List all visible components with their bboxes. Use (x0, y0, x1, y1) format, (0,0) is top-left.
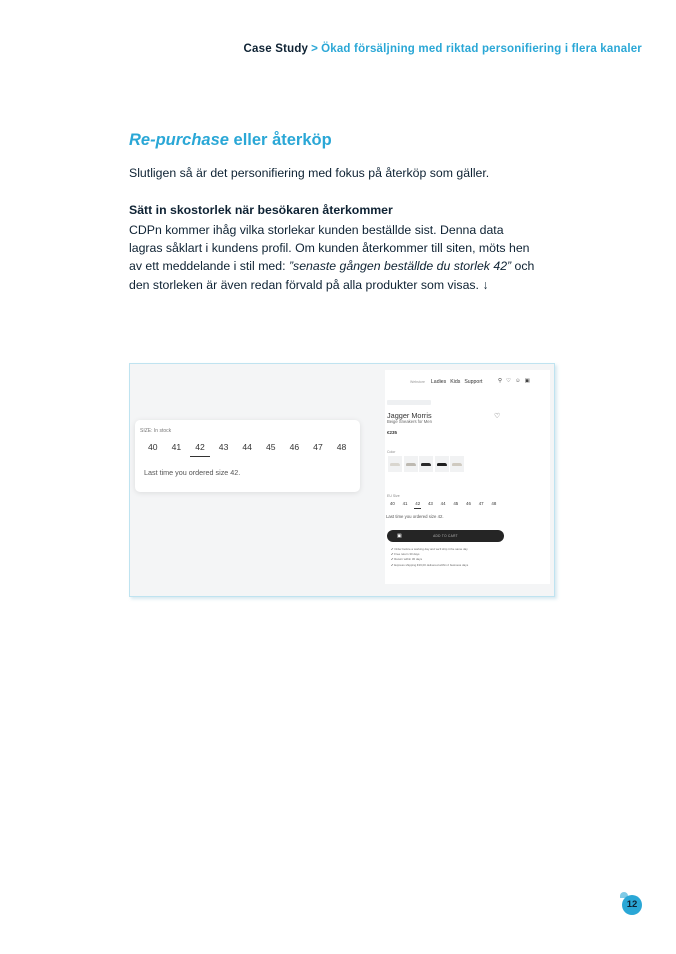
body-line: den storleken är även redan förvald på alla produkter som visas. ↓ (129, 277, 489, 292)
product-size-option[interactable]: 40 (389, 501, 395, 506)
product-size-option[interactable]: 42 (411, 501, 424, 506)
product-price: €235 (387, 430, 398, 435)
size-option[interactable]: 40 (148, 442, 158, 452)
product-size-option[interactable]: 46 (466, 501, 471, 506)
quote-text: ”senaste gången beställde du storlek 42” (288, 259, 512, 274)
subsection-heading: Sätt in skostorlek när besökaren återkommer (129, 203, 393, 217)
product-subtitle: Beige Sneakers for Men (387, 419, 432, 424)
product-size-options (386, 501, 500, 506)
header-topic: Ökad försäljning med riktad personifiering i flera kanaler (321, 43, 642, 55)
nav-item-kids[interactable]: Kids (450, 379, 461, 385)
product-size-option[interactable]: 41 (402, 501, 408, 506)
body-line: CDPn kommer ihåg vilka storlekar kunden beställde sist. Denna data (129, 223, 504, 237)
color-label: Color (387, 450, 396, 454)
running-header (244, 43, 642, 55)
last-order-message: Last time you ordered size 42. (144, 468, 241, 477)
size-label: EU Size (387, 494, 400, 498)
size-option[interactable]: 46 (289, 442, 300, 452)
cart-bag-icon: ▣ (397, 533, 403, 539)
size-option[interactable]: 44 (242, 442, 252, 452)
product-page-preview (385, 370, 550, 584)
bag-icon[interactable]: ▣ (524, 378, 530, 384)
product-features (391, 547, 468, 568)
size-option[interactable]: 45 (265, 442, 276, 452)
size-option[interactable]: 48 (336, 442, 347, 452)
wishlist-heart-icon[interactable]: ♡ (494, 413, 501, 420)
feature-item: ✔ Free return 30 days (391, 552, 468, 557)
product-nav (410, 379, 482, 385)
section-title-italic: Re-purchase (129, 131, 229, 149)
nav-item-support[interactable]: Support (464, 379, 483, 385)
feature-item: ✔ Express shipping €16,00 delivered within 2 business days (391, 563, 468, 568)
shoe-image (437, 463, 447, 466)
section-title-rest: eller återköp (228, 131, 332, 149)
feature-item: ✔ Return within 30 days (391, 557, 468, 562)
color-thumbnail[interactable] (450, 456, 464, 472)
header-case-study: Case Study (243, 43, 309, 55)
product-size-option[interactable]: 48 (491, 501, 497, 506)
size-option[interactable]: 47 (313, 442, 323, 452)
size-card-options (141, 442, 353, 452)
body-line: lagras såklart i kundens profil. Om kunden återkommer till siten, möts hen (129, 241, 530, 256)
shoe-image (421, 463, 431, 466)
color-thumbnails (388, 456, 464, 472)
product-size-option[interactable]: 43 (427, 501, 433, 506)
search-icon[interactable]: ⚲ (498, 378, 503, 384)
body-line (129, 257, 559, 275)
add-to-cart-button[interactable] (387, 530, 504, 542)
size-option[interactable]: 42 (188, 442, 212, 452)
shoe-image (406, 463, 416, 466)
section-title (129, 131, 332, 150)
heart-icon[interactable]: ♡ (506, 378, 511, 384)
product-screenshot-figure (129, 363, 555, 597)
nav-brand: Webstore (410, 380, 425, 384)
intro-paragraph: Slutligen så är det personifiering med fokus på återköp som gäller. (129, 166, 490, 180)
feature-item: ✔ Order before a working day and we'll ship it the same day (391, 547, 468, 552)
shoe-image (452, 463, 462, 466)
product-last-order-message: Last time you ordered size 42. (386, 514, 444, 519)
nav-icons (498, 378, 530, 384)
color-thumbnail[interactable] (435, 456, 449, 472)
header-separator: > (311, 43, 319, 55)
color-thumbnail[interactable] (388, 456, 402, 472)
size-selector-card (135, 420, 360, 492)
user-icon[interactable]: ☺ (514, 378, 521, 384)
nav-item-ladies[interactable]: Ladies (430, 379, 447, 385)
color-thumbnail[interactable] (404, 456, 418, 472)
size-card-label: SIZE: In stock (140, 428, 172, 434)
size-option[interactable]: 43 (218, 442, 229, 452)
product-size-option[interactable]: 45 (453, 501, 459, 506)
product-size-option[interactable]: 47 (478, 501, 484, 506)
shoe-image (390, 463, 400, 466)
add-to-cart-label: ADD TO CART (433, 534, 458, 538)
product-name: Jagger Morris (387, 411, 432, 420)
color-thumbnail[interactable] (419, 456, 433, 472)
size-option[interactable]: 41 (171, 442, 182, 452)
body-text: och (511, 259, 535, 274)
body-text: av ett meddelande i stil med: (129, 259, 289, 274)
breadcrumb (387, 400, 431, 405)
page-number: 12 (622, 895, 642, 915)
product-size-option[interactable]: 44 (440, 501, 446, 506)
body-paragraph (129, 221, 559, 294)
